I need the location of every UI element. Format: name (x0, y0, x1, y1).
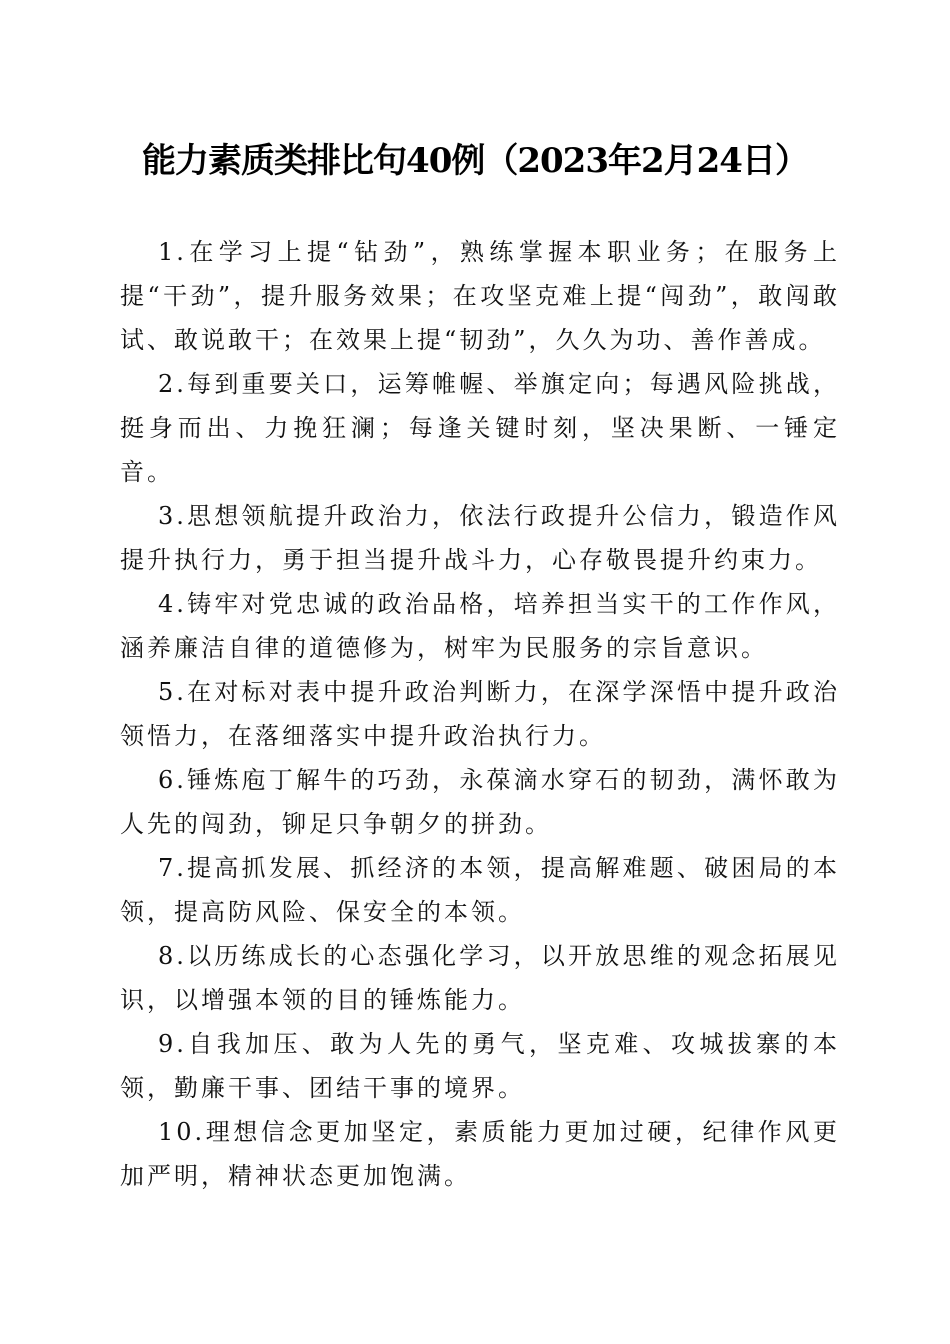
item-text: 自我加压、敢为人先的勇气，坚克难、攻城拔寨的本领，勤廉干事、团结干事的境界。 (120, 1030, 840, 1102)
item-number: 10. (158, 1118, 206, 1146)
list-item (120, 1022, 840, 1110)
item-number: 6. (158, 766, 187, 794)
list-item (120, 582, 840, 670)
document-title: 能力素质类排比句40例（2023年2月24日） (142, 141, 808, 181)
list-item (120, 934, 840, 1022)
numbered-list (120, 230, 840, 1198)
list-item (120, 1110, 840, 1198)
item-number: 8. (158, 942, 187, 970)
item-number: 4. (158, 590, 187, 618)
item-number: 5. (158, 678, 187, 706)
item-text: 在学习上提“钻劲”，熟练掌握本职业务；在服务上提“干劲”，提升服务效果；在攻坚克难上提“闯劲”，敢闯敢试、敢说敢干；在效果上提“韧劲”，久久为功、善作善成。 (120, 238, 840, 354)
item-text: 思想领航提升政治力，依法行政提升公信力，锻造作风提升执行力，勇于担当提升战斗力，心存敬畏提升约束力。 (120, 502, 840, 574)
item-number: 2. (158, 370, 187, 398)
item-text: 理想信念更加坚定，素质能力更加过硬，纪律作风更加严明，精神状态更加饱满。 (120, 1118, 840, 1190)
item-text: 在对标对表中提升政治判断力，在深学深悟中提升政治领悟力，在落细落实中提升政治执行力。 (120, 678, 840, 750)
item-number: 9. (158, 1030, 187, 1058)
item-text: 以历练成长的心态强化学习，以开放思维的观念拓展见识，以增强本领的目的锤炼能力。 (120, 942, 840, 1014)
list-item (120, 230, 840, 362)
list-item (120, 758, 840, 846)
item-text: 铸牢对党忠诚的政治品格，培养担当实干的工作作风，涵养廉洁自律的道德修为，树牢为民服务的宗旨意识。 (120, 590, 840, 662)
item-number: 1. (158, 238, 187, 266)
list-item (120, 846, 840, 934)
item-text: 锤炼庖丁解牛的巧劲，永葆滴水穿石的韧劲，满怀敢为人先的闯劲，铆足只争朝夕的拼劲。 (120, 766, 840, 838)
list-item (120, 494, 840, 582)
item-number: 7. (158, 854, 187, 882)
list-item (120, 362, 840, 494)
list-item (120, 670, 840, 758)
item-text: 提高抓发展、抓经济的本领，提高解难题、破困局的本领，提高防风险、保安全的本领。 (120, 854, 840, 926)
item-text: 每到重要关口，运筹帷幄、举旗定向；每遇风险挑战，挺身而出、力挽狂澜；每逢关键时刻，坚决果断、一锤定音。 (120, 370, 840, 486)
item-number: 3. (158, 502, 187, 530)
